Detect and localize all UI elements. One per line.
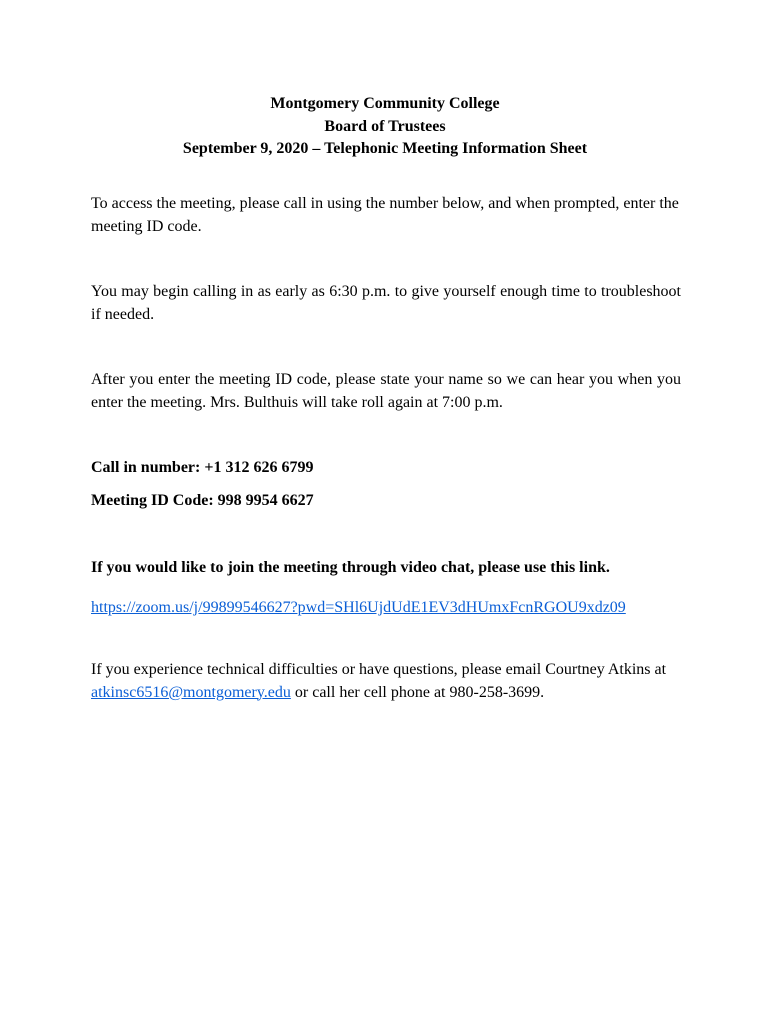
- support-text-after: or call her cell phone at 980-258-3699.: [290, 683, 545, 701]
- video-chat-heading: If you would like to join the meeting through video chat, please use this link.: [91, 559, 610, 576]
- board-name: Board of Trustees: [324, 117, 446, 135]
- calling-time-note: You may begin calling in as early as 6:30 p.m. to give yourself enough time to troubleshoot if needed.: [91, 283, 681, 323]
- college-name: Montgomery Community College: [270, 95, 500, 112]
- support-email-link[interactable]: atkinsc6516@montgomery.edu: [91, 683, 291, 701]
- call-in-number: Call in number: +1 312 626 6799: [91, 459, 314, 476]
- zoom-link-container: [91, 597, 681, 620]
- document-title: September 9, 2020 – Telephonic Meeting Information Sheet: [182, 140, 588, 157]
- zoom-link[interactable]: https://zoom.us/j/99899546627?pwd=SHl6UjdUdE1EV3dHUmxFcnRGOU9xdz09: [91, 599, 626, 616]
- meeting-id-code: Meeting ID Code: 998 9954 6627: [91, 492, 314, 509]
- support-paragraph: [91, 659, 681, 704]
- roll-call-note: After you enter the meeting ID code, please state your name so we can hear you when you enter the meeting. Mrs. Bulthuis will take roll again at 7:00 p.m.: [91, 371, 681, 411]
- access-instructions: To access the meeting, please call in using the number below, and when prompted, enter the meeting ID code.: [91, 195, 679, 235]
- document-header: [0, 93, 770, 161]
- support-text-before: If you experience technical difficulties or have questions, please email Courtney Atkins at: [91, 661, 667, 678]
